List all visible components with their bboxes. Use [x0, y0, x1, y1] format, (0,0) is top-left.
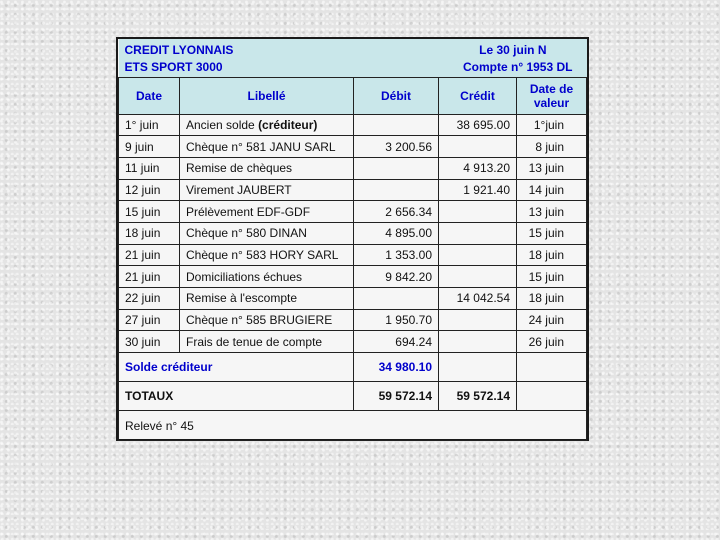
- footer-row: [119, 411, 587, 441]
- row-credit: 1 921.40: [439, 179, 517, 201]
- row-label: [180, 288, 354, 310]
- row-credit: [439, 266, 517, 288]
- row-date: 22 juin: [119, 288, 180, 310]
- col-debit: Débit: [354, 77, 439, 114]
- row-label: [180, 222, 354, 244]
- row-debit: [354, 288, 439, 310]
- row-label: [180, 179, 354, 201]
- row-credit: [439, 136, 517, 158]
- table-row: [119, 201, 587, 223]
- row-credit: 4 913.20: [439, 157, 517, 179]
- col-credit: Crédit: [439, 77, 517, 114]
- col-value-date-line1: Date de: [529, 81, 574, 96]
- row-debit: [354, 157, 439, 179]
- row-credit: [439, 201, 517, 223]
- row-credit: 38 695.00: [439, 114, 517, 136]
- row-debit: [354, 179, 439, 201]
- row-debit: 1 353.00: [354, 244, 439, 266]
- row-label: [180, 157, 354, 179]
- row-value-date: 13 juin: [517, 157, 587, 179]
- row-date: 21 juin: [119, 266, 180, 288]
- row-label-text: Virement JAUBERT: [186, 182, 292, 197]
- statement-table: [118, 39, 587, 441]
- row-label-text: Chèque n° 580 DINAN: [186, 226, 307, 241]
- row-credit: [439, 222, 517, 244]
- solde-row: [119, 353, 587, 382]
- row-label-text: Chèque n° 581 JANU SARL: [186, 139, 336, 154]
- row-value-date: 1°juin: [517, 114, 587, 136]
- company-name: ETS SPORT 3000: [119, 58, 439, 77]
- row-date: 30 juin: [119, 331, 180, 353]
- table-row: [119, 288, 587, 310]
- row-value-date: 13 juin: [517, 201, 587, 223]
- row-label-text: Remise de chèques: [186, 161, 293, 176]
- row-credit: 14 042.54: [439, 288, 517, 310]
- row-label-text: Chèque n° 585 BRUGIERE: [186, 313, 333, 328]
- table-row: [119, 222, 587, 244]
- solde-debit: 34 980.10: [354, 353, 439, 382]
- bank-statement: [116, 37, 589, 441]
- statement-date: Le 30 juin N: [439, 39, 587, 58]
- releve-number: Relevé n° 45: [119, 411, 587, 441]
- solde-credit: [439, 353, 517, 382]
- row-date: 18 juin: [119, 222, 180, 244]
- row-label: [180, 266, 354, 288]
- row-value-date: 15 juin: [517, 266, 587, 288]
- table-row: [119, 157, 587, 179]
- row-label: [180, 244, 354, 266]
- totals-row: [119, 382, 587, 411]
- row-value-date: 8 juin: [517, 136, 587, 158]
- row-date: 21 juin: [119, 244, 180, 266]
- row-label-text: Prélèvement EDF-GDF: [186, 204, 311, 219]
- col-date: Date: [119, 77, 180, 114]
- col-label: Libellé: [180, 77, 354, 114]
- table-row: [119, 331, 587, 353]
- row-date: 12 juin: [119, 179, 180, 201]
- table-row: [119, 136, 587, 158]
- row-date: 9 juin: [119, 136, 180, 158]
- row-debit: 1 950.70: [354, 309, 439, 331]
- row-label-text: Ancien solde: [186, 117, 255, 132]
- col-value-date: [517, 77, 587, 114]
- row-label: [180, 309, 354, 331]
- row-value-date: 14 juin: [517, 179, 587, 201]
- table-row: [119, 179, 587, 201]
- row-value-date: 18 juin: [517, 244, 587, 266]
- row-label-text: Chèque n° 583 HORY SARL: [186, 247, 339, 262]
- row-credit: [439, 244, 517, 266]
- solde-value: [517, 353, 587, 382]
- col-value-date-line2: valeur: [533, 95, 570, 110]
- statement-header-row-1: [119, 39, 587, 58]
- bank-name: CREDIT LYONNAIS: [119, 39, 439, 58]
- solde-label: Solde créditeur: [119, 353, 354, 382]
- row-debit: [354, 114, 439, 136]
- table-row: [119, 114, 587, 136]
- row-label: [180, 114, 354, 136]
- row-date: 27 juin: [119, 309, 180, 331]
- row-label-text: Remise à l'escompte: [186, 291, 297, 306]
- totals-value: [517, 382, 587, 411]
- row-value-date: 18 juin: [517, 288, 587, 310]
- row-label-text: Frais de tenue de compte: [186, 334, 323, 349]
- row-credit: [439, 331, 517, 353]
- row-debit: 4 895.00: [354, 222, 439, 244]
- statement-header-row-2: [119, 58, 587, 77]
- row-value-date: 24 juin: [517, 309, 587, 331]
- row-date: 15 juin: [119, 201, 180, 223]
- table-row: [119, 309, 587, 331]
- row-label-bold: (créditeur): [258, 117, 318, 132]
- column-header-row: [119, 77, 587, 114]
- table-row: [119, 266, 587, 288]
- totals-label: TOTAUX: [119, 382, 354, 411]
- row-value-date: 26 juin: [517, 331, 587, 353]
- row-debit: 3 200.56: [354, 136, 439, 158]
- row-label: [180, 136, 354, 158]
- row-label: [180, 331, 354, 353]
- totals-credit: 59 572.14: [439, 382, 517, 411]
- row-debit: 2 656.34: [354, 201, 439, 223]
- row-debit: 9 842.20: [354, 266, 439, 288]
- row-credit: [439, 309, 517, 331]
- row-value-date: 15 juin: [517, 222, 587, 244]
- table-row: [119, 244, 587, 266]
- row-label: [180, 201, 354, 223]
- account-number: Compte n° 1953 DL: [439, 58, 587, 77]
- row-debit: 694.24: [354, 331, 439, 353]
- row-label-text: Domiciliations échues: [186, 269, 303, 284]
- row-date: 1° juin: [119, 114, 180, 136]
- row-date: 11 juin: [119, 157, 180, 179]
- totals-debit: 59 572.14: [354, 382, 439, 411]
